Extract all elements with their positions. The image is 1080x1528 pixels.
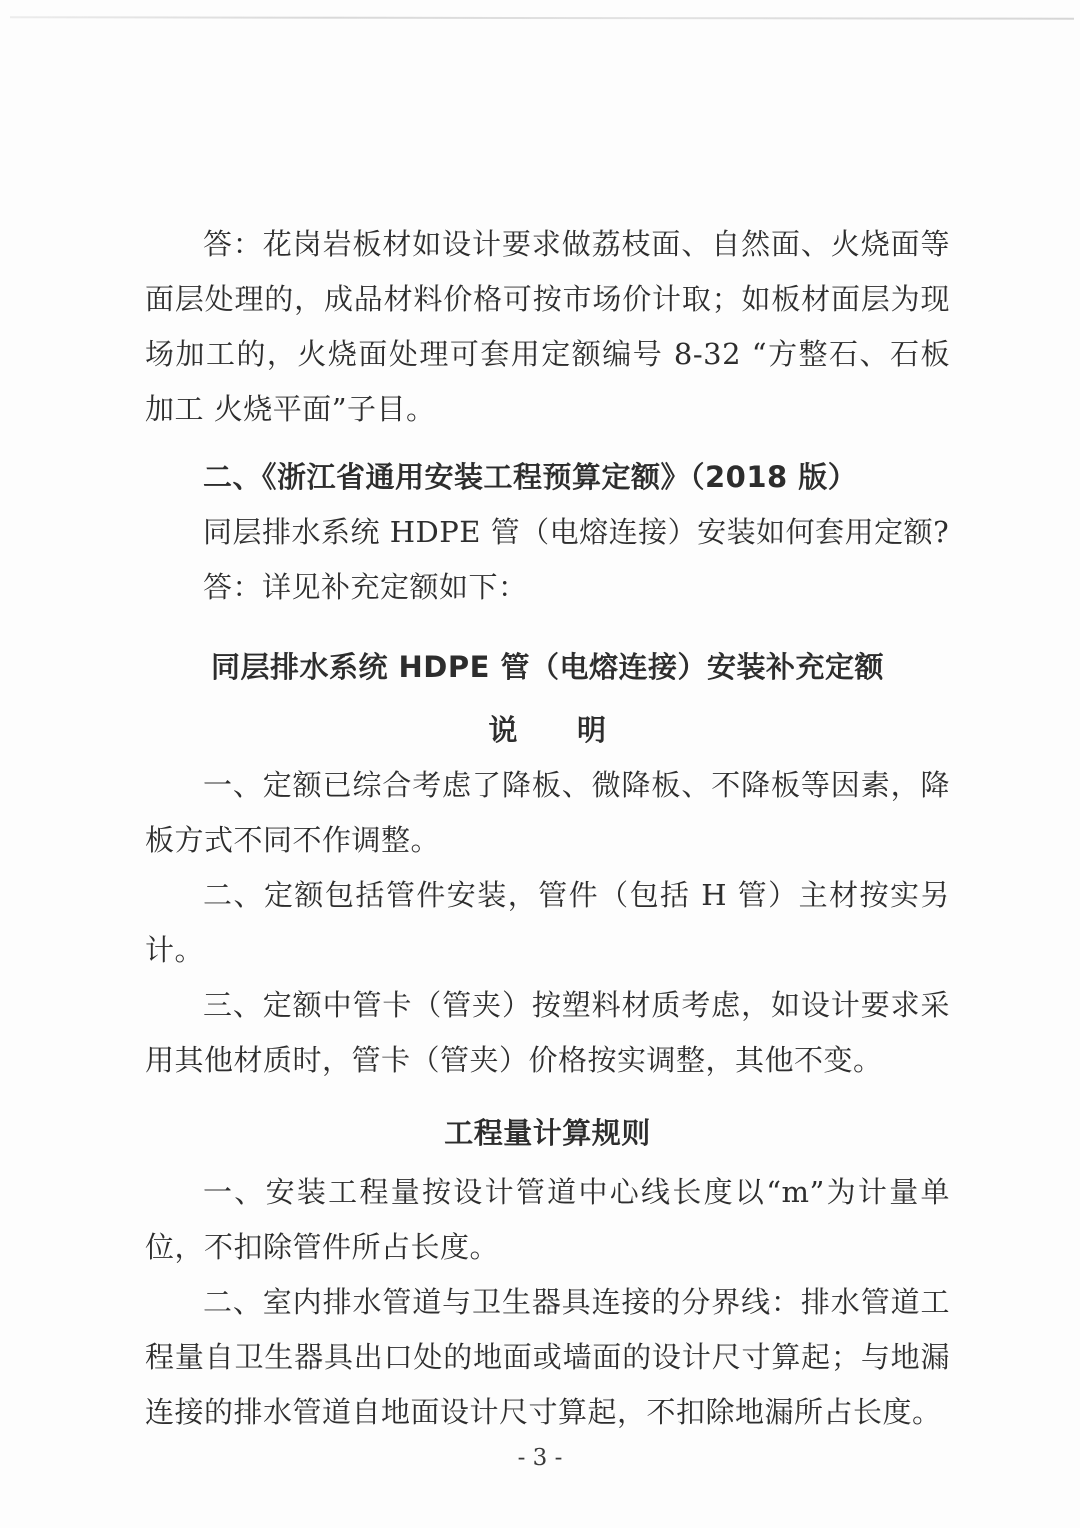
calculation-rules-heading: 工程量计算规则 — [444, 1116, 651, 1150]
scan-artifact-line — [10, 16, 1074, 19]
supplement-quota-title: 同层排水系统 HDPE 管（电熔连接）安装补充定额 — [210, 650, 885, 684]
note-item-3: 三、定额中管卡（管夹）按塑料材质考虑，如设计要求采用其他材质时，管卡（管夹）价格按实调整，其他不变。 — [145, 988, 950, 1077]
note-item-1: 一、定额已综合考虑了降板、微降板、不降板等因素，降板方式不同不作调整。 — [145, 768, 950, 857]
question-hdpe-pipe-quota: 同层排水系统 HDPE 管（电熔连接）安装如何套用定额? — [203, 515, 950, 549]
page-number: - 3 - — [517, 1445, 563, 1471]
answer-intro-line: 答：详见补充定额如下： — [203, 570, 528, 604]
document-body — [145, 217, 950, 1440]
note-item-2: 二、定额包括管件安装，管件（包括 H 管）主材按实另计。 — [145, 878, 950, 967]
answer-paragraph-granite: 答：花岗岩板材如设计要求做荔枝面、自然面、火烧面等面层处理的，成品材料价格可按市场价计取；如板材面层为现场加工的，火烧面处理可套用定额编号 8-32 “方整石、石板加工 火烧平面”子目。 — [145, 227, 950, 426]
rule-item-1: 一、安装工程量按设计管道中心线长度以“m”为计量单位，不扣除管件所占长度。 — [145, 1175, 950, 1264]
rule-item-2: 二、室内排水管道与卫生器具连接的分界线：排水管道工程量自卫生器具出口处的地面或墙面的设计尺寸算起；与地漏连接的排水管道自地面设计尺寸算起，不扣除地漏所占长度。 — [145, 1285, 950, 1429]
section-heading-installation-quota-2018: 二、《浙江省通用安装工程预算定额》（2018 版） — [203, 460, 858, 494]
notes-heading: 说 明 — [488, 713, 607, 747]
